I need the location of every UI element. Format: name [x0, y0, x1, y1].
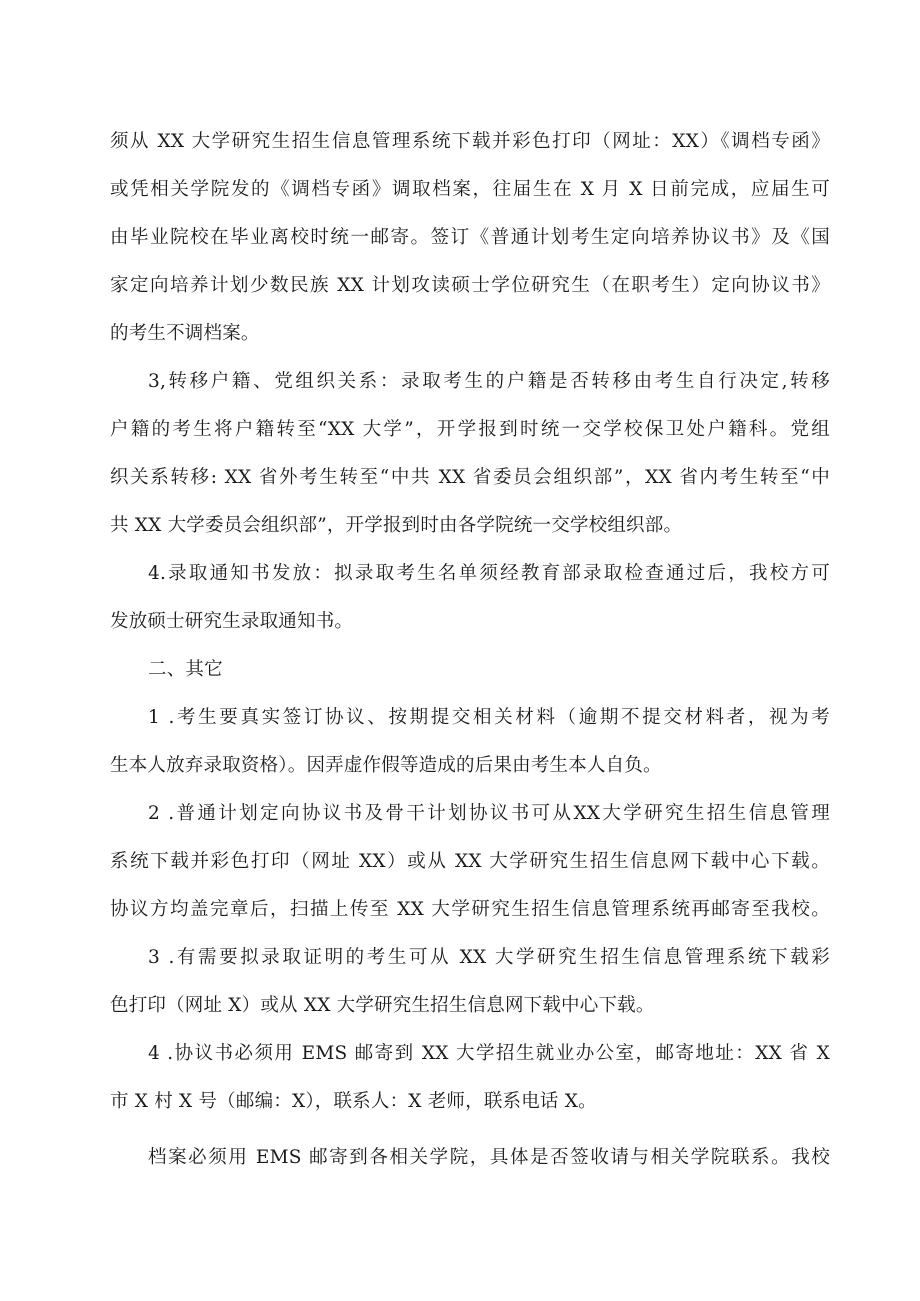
text-line: 2 .普通计划定向协议书及骨干计划协议书可从XX大学研究生招生信息管理 [148, 803, 830, 824]
text-line: 由毕业院校在毕业离校时统一邮寄。签订《普通计划考生定向培养协议书》及《国 [110, 227, 830, 248]
text-line: 档案必须用 EMS 邮寄到各相关学院，具体是否签收请与相关学院联系。我校 [148, 1147, 830, 1168]
text-line: 家定向培养计划少数民族 XX 计划攻读硕士学位研究生（在职考生）定向协议书》 [110, 275, 830, 296]
text-line: 共 XX 大学委员会组织部”，开学报到时由各学院统一交学校组织部。 [110, 515, 683, 536]
text-line: 发放硕士研究生录取通知书。 [110, 611, 354, 632]
text-line: 市 X 村 X 号（邮编：X），联系人：X 老师，联系电话 X。 [110, 1091, 597, 1112]
text-line: 户籍的考生将户籍转至“XX 大学”，开学报到时统一交学校保卫处户籍科。党组 [110, 419, 830, 440]
text-line: 生本人放弃录取资格）。因弄虚作假等造成的后果由考生本人自负。 [110, 755, 662, 776]
text-line: 色打印（网址 X）或从 XX 大学研究生招生信息网下载中心下载。 [110, 995, 655, 1016]
text-line: 的考生不调档案。 [110, 323, 260, 344]
text-line: 3 .有需要拟录取证明的考生可从 XX 大学研究生招生信息管理系统下载彩 [148, 947, 830, 968]
section-heading: 二、其它 [148, 659, 223, 680]
text-line: 系统下载并彩色打印（网址 XX）或从 XX 大学研究生招生信息网下载中心下载。 [110, 851, 830, 872]
text-line: 3,转移户籍、党组织关系：录取考生的户籍是否转移由考生自行决定,转移 [148, 371, 830, 392]
text-line: 织关系转移: XX 省外考生转至“中共 XX 省委员会组织部”，XX 省内考生转至“中 [110, 467, 830, 488]
text-line: 1 .考生要真实签订协议、按期提交相关材料（逾期不提交材料者，视为考 [148, 707, 830, 728]
text-line: 4 .协议书必须用 EMS 邮寄到 XX 大学招生就业办公室，邮寄地址：XX 省 X [148, 1043, 830, 1064]
text-line: 或凭相关学院发的《调档专函》调取档案，往届生在 X 月 X 日前完成，应届生可 [110, 179, 830, 200]
text-line: 协议方均盖完章后，扫描上传至 XX 大学研究生招生信息管理系统再邮寄至我校。 [110, 899, 830, 920]
text-line: 4.录取通知书发放：拟录取考生名单须经教育部录取检查通过后，我校方可 [148, 563, 830, 584]
text-line: 须从 XX 大学研究生招生信息管理系统下载并彩色打印（网址：XX）《调档专函》 [110, 131, 830, 152]
